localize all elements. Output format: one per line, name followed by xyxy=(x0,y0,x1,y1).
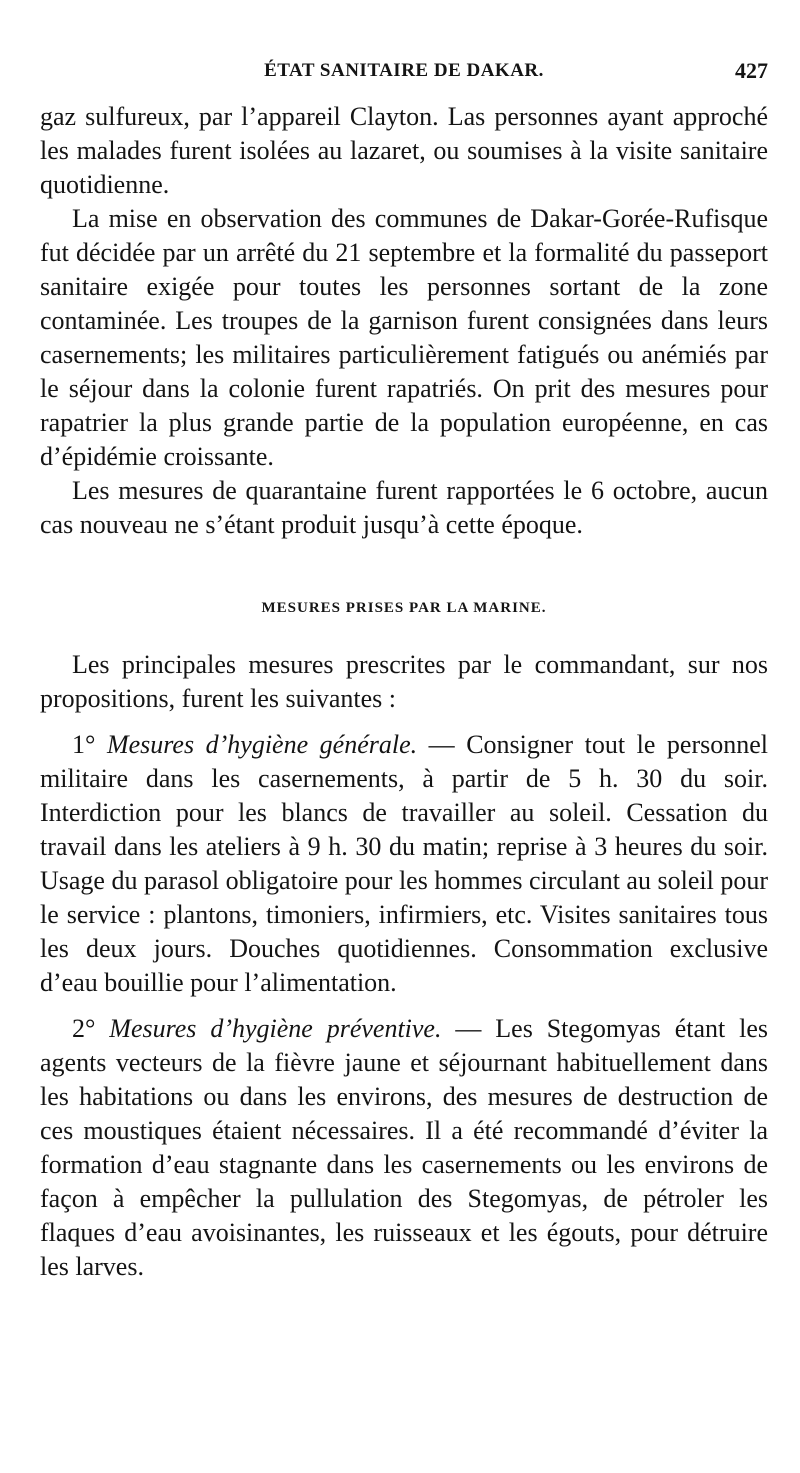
paragraph-continuation: gaz sulfureux, par l’appareil Clayton. Las personnes ayant approché les malades furent isolées au lazaret, ou soumises à la visite sanitaire quotidienne. xyxy=(40,102,768,199)
book-page xyxy=(40,58,768,1284)
paragraph-quarantine-measures: La mise en observation des communes de Dakar-Gorée-Rufisque fut décidée par un arrêté du 21 septembre et la formalité du passeport sanitaire exigée pour toutes les personnes sortant de la zone contaminée. Les troupes de la garnison furent consignées dans leurs casernements; les militaires particulièrement fatigués ou anémiés par le séjour dans la colonie furent rapatriés. On prit des mesures pour rapatrier la plus grande partie de la population européenne, en cas d’épidémie croissante. xyxy=(40,204,768,471)
measure-item-general-hygiene xyxy=(40,728,768,1000)
paragraph-quarantine-lifted: Les mesures de quarantaine furent rapportées le 6 octobre, aucun cas nouveau ne s’étant produit jusqu’à cette époque. xyxy=(40,476,768,539)
item-number: 1° xyxy=(72,730,96,759)
item-title: Mesures d’hygiène préventive. xyxy=(109,1014,442,1043)
running-head xyxy=(40,58,768,90)
item-text: — Consigner tout le personnel militaire dans les casernements, à partir de 5 h. 30 du soir. Interdiction pour les blancs de travailler au soleil. Cessation du travail dans les ateliers à 9 h. 30 du matin; reprise à 3 heures du soir. Usage du parasol obligatoire pour les hommes circulant au soleil pour le service : plantons, timoniers, infirmiers, etc. Visites sanitaires tous les deux jours. Douches quotidiennes. Consommation exclusive d’eau bouillie pour l’alimentation. xyxy=(40,730,769,997)
page-number: 427 xyxy=(735,58,768,83)
section-intro: Les principales mesures prescrites par le commandant, sur nos propositions, furent les suivantes : xyxy=(40,650,768,713)
item-number: 2° xyxy=(72,1014,96,1043)
measure-item-preventive-hygiene xyxy=(40,1012,768,1284)
section-heading: MESURES PRISES PAR LA MARINE. xyxy=(261,600,547,616)
item-title: Mesures d’hygiène générale. xyxy=(106,730,418,759)
item-text: — Les Stegomyas étant les agents vecteurs de la fièvre jaune et séjournant habituellement dans les habitations ou dans les environs, des mesures de destruction de ces moustiques étaient nécessaires. Il a été recommandé d’éviter la formation d’eau stagnante dans les casernements ou les environs de façon à empêcher la pullulation des Stegomyas, de pétroler les flaques d’eau avoisinantes, les ruisseaux et les égouts, pour détruire les larves. xyxy=(40,1014,768,1281)
running-title: ÉTAT SANITAIRE DE DAKAR. xyxy=(264,60,544,81)
